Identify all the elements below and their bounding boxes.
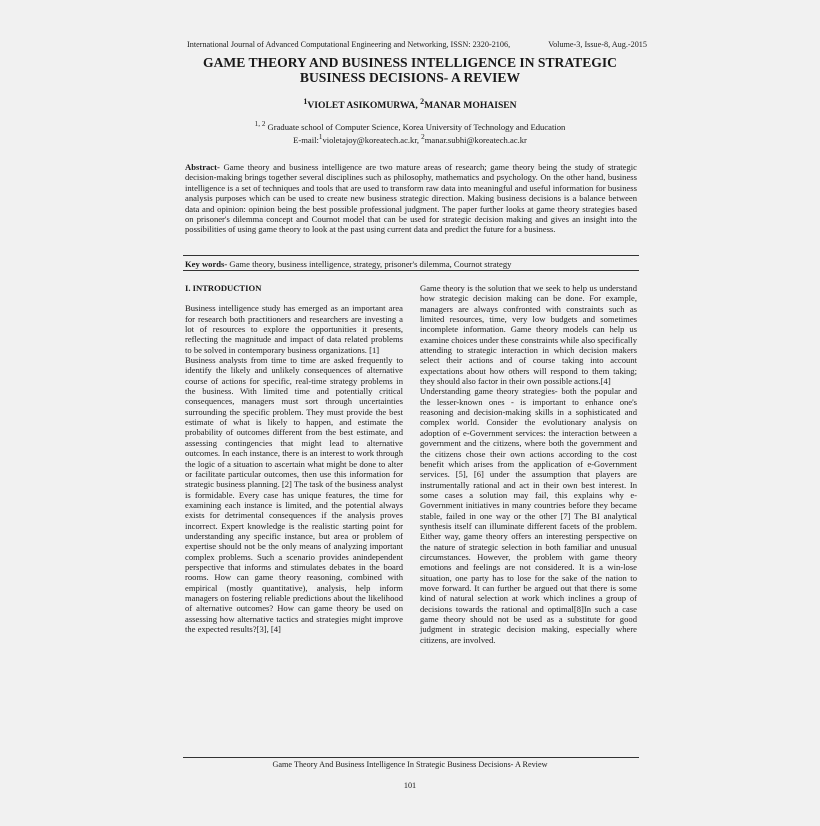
title-line-2: BUSINESS DECISIONS- A REVIEW — [299, 70, 521, 85]
affiliation — [180, 119, 640, 146]
left-paragraph-1: Business intelligence study has emerged as an important area for research both practitioners and researchers are investing a lot of resources to explore the opportunities it presents, reflecting the magnitude and impact of data related problems to be solved in contemporary business organizations. [1] — [185, 303, 403, 355]
email-2: manar.subhi@koreatech.ac.kr — [424, 135, 527, 146]
email-1-marker: 1 — [318, 133, 323, 142]
paper-title — [180, 55, 640, 85]
author-2-marker: 2 — [420, 97, 425, 106]
journal-name: International Journal of Advanced Computational Engineering and Networking, ISSN: 2320-2106, — [187, 40, 511, 49]
email-1: violetajoy@koreatech.ac.kr, — [322, 135, 422, 146]
keywords-top-rule — [183, 255, 639, 256]
journal-volume: Volume-3, Issue-8, Aug.-2015 — [548, 40, 647, 49]
footer-title: Game Theory And Business Intelligence In Strategic Business Decisions- A Review — [272, 760, 548, 769]
keywords-text: Game theory, business intelligence, strategy, prisoner's dilemma, Cournot strategy — [227, 259, 512, 269]
affiliation-text: Graduate school of Computer Science, Korea University of Technology and Education — [265, 121, 566, 132]
affiliation-line — [180, 119, 640, 132]
email-prefix: E-mail: — [293, 135, 319, 146]
keywords-bottom-rule — [183, 270, 639, 271]
footer-rule — [183, 757, 639, 758]
author-1: VIOLET ASIKOMURWA, — [307, 100, 421, 112]
abstract-label: Abstract- — [185, 162, 220, 172]
page-number: 101 — [403, 781, 417, 790]
keywords-label: Key words- — [185, 259, 228, 269]
journal-header — [187, 40, 647, 49]
email-2-marker: 2 — [421, 133, 425, 142]
keywords — [185, 259, 637, 269]
email-line — [180, 132, 640, 145]
right-column — [420, 283, 637, 645]
author-2: MANAR MOHAISEN — [424, 100, 517, 112]
right-paragraph-2: Understanding game theory strategies- both the popular and the lesser-known ones - is important to enhance one's reasoning and decision-making skills in a sophisticated and complex world. Consider the evolutionary analysis on adoption of e-Government services: the interaction between a government and the citizens, where both the government and the citizens chose their own actions according to the cost benefit which arises from the application of e-Government services. [5], [6] under the assumption that players are instrumentally rational and act in their own best interest. In some cases a solution may fail, this explains why e-Government initiatives in many countries before they became stable, failed in one way or the other [7] The BI analytical synthesis itself can illuminate different facets of the problem. Either way, game theory offers an interesting perspective on the nature of strategic selection in both familiar and unusual circumstances. However, the problem with game theory emotions and feelings are not considered. It is a win-lose situation, one party has to lose for the sake of the nation to move forward. It can further be argued out that there is some kind of natural selection at work which inclines a group of decisions towards the rational and optimal[8]In such a case game theory should not be used as a substitute for good judgment in strategic decision making, especially where citizens, are involved. — [420, 386, 637, 645]
title-line-1: GAME THEORY AND BUSINESS INTELLIGENCE IN STRATEGIC — [203, 55, 617, 70]
abstract-text: Game theory and business intelligence are two mature areas of research; game theory being the study of strategic decision-making brings together several disciplines such as philosophy, mathematics and psychology. On the other hand, business intelligence is a set of techniques and tools that are used to transform raw data into meaningful and useful information for business analysis purposes which can be used to create new business strategic direction. Making business decisions is a balance between data and opinion: opinion being the best possible professional judgment. The paper further looks at game theory strategies based on prisoner's dilemma concept and Cournot model that can be used for strategic decision making and gives an insight into the possibilities of using game theory to look at the past using current data and predict the future for a business. — [185, 162, 637, 235]
affiliation-marker: 1, 2 — [254, 120, 266, 128]
author-list — [180, 97, 640, 111]
left-column — [185, 283, 403, 634]
abstract — [185, 162, 637, 235]
right-paragraph-1: Game theory is the solution that we seek to help us understand how strategic decision making can be done. For example, managers are always confronted with constraints such as limited resources, time, very low budgets and sometimes incomplete information. Game theory models can help us examine choices under these constraints while also specifically attending to strategic interaction in which decision makers select their actions and of course taking into account expectations about how others will respond to them taking; they should also factor in their own possible actions.[4] — [420, 283, 637, 387]
section-heading-introduction: I. INTRODUCTION — [185, 283, 262, 293]
author-1-marker: 1 — [303, 97, 308, 106]
left-paragraph-2: Business analysts from time to time are asked frequently to identify the likely and unlikely consequences of alternative course of actions for specific, real-time strategy problems in the business. With limited time and potentially critical consequences, managers must sort through uncertainties surrounding the specific problem. They must provide the best estimate of what is likely to happen, and estimate the probability of outcomes different from the best estimate, and assessing contingencies that might lead to alternative outcomes. In each instance, there is an interest to work through the logic of a situation to ascertain what might be done to alter or facilitate particular outcomes, then use this information for strategic business planning. [2] The task of the business analyst is formidable. Every case has unique features, the time for examining each instance is limited, and the potential always exists for detrimental consequences if the analysis proves incorrect. Expert knowledge is the realistic starting point for understanding any specific instance, but area or problem of expertise should not be the only means of analyzing important complex problems. Such a scenario provides anindependent perspective that informs and stimulates debates in the board rooms. How can game theory reasoning, combined with empirical (mostly quantitative), analysis, help inform managers on fostering reliable predictions about the likelihood of alternative outcomes? How can game theory be used on assessing how alternative tactics and strategies might improve the expected results?[3], [4] — [185, 355, 403, 634]
